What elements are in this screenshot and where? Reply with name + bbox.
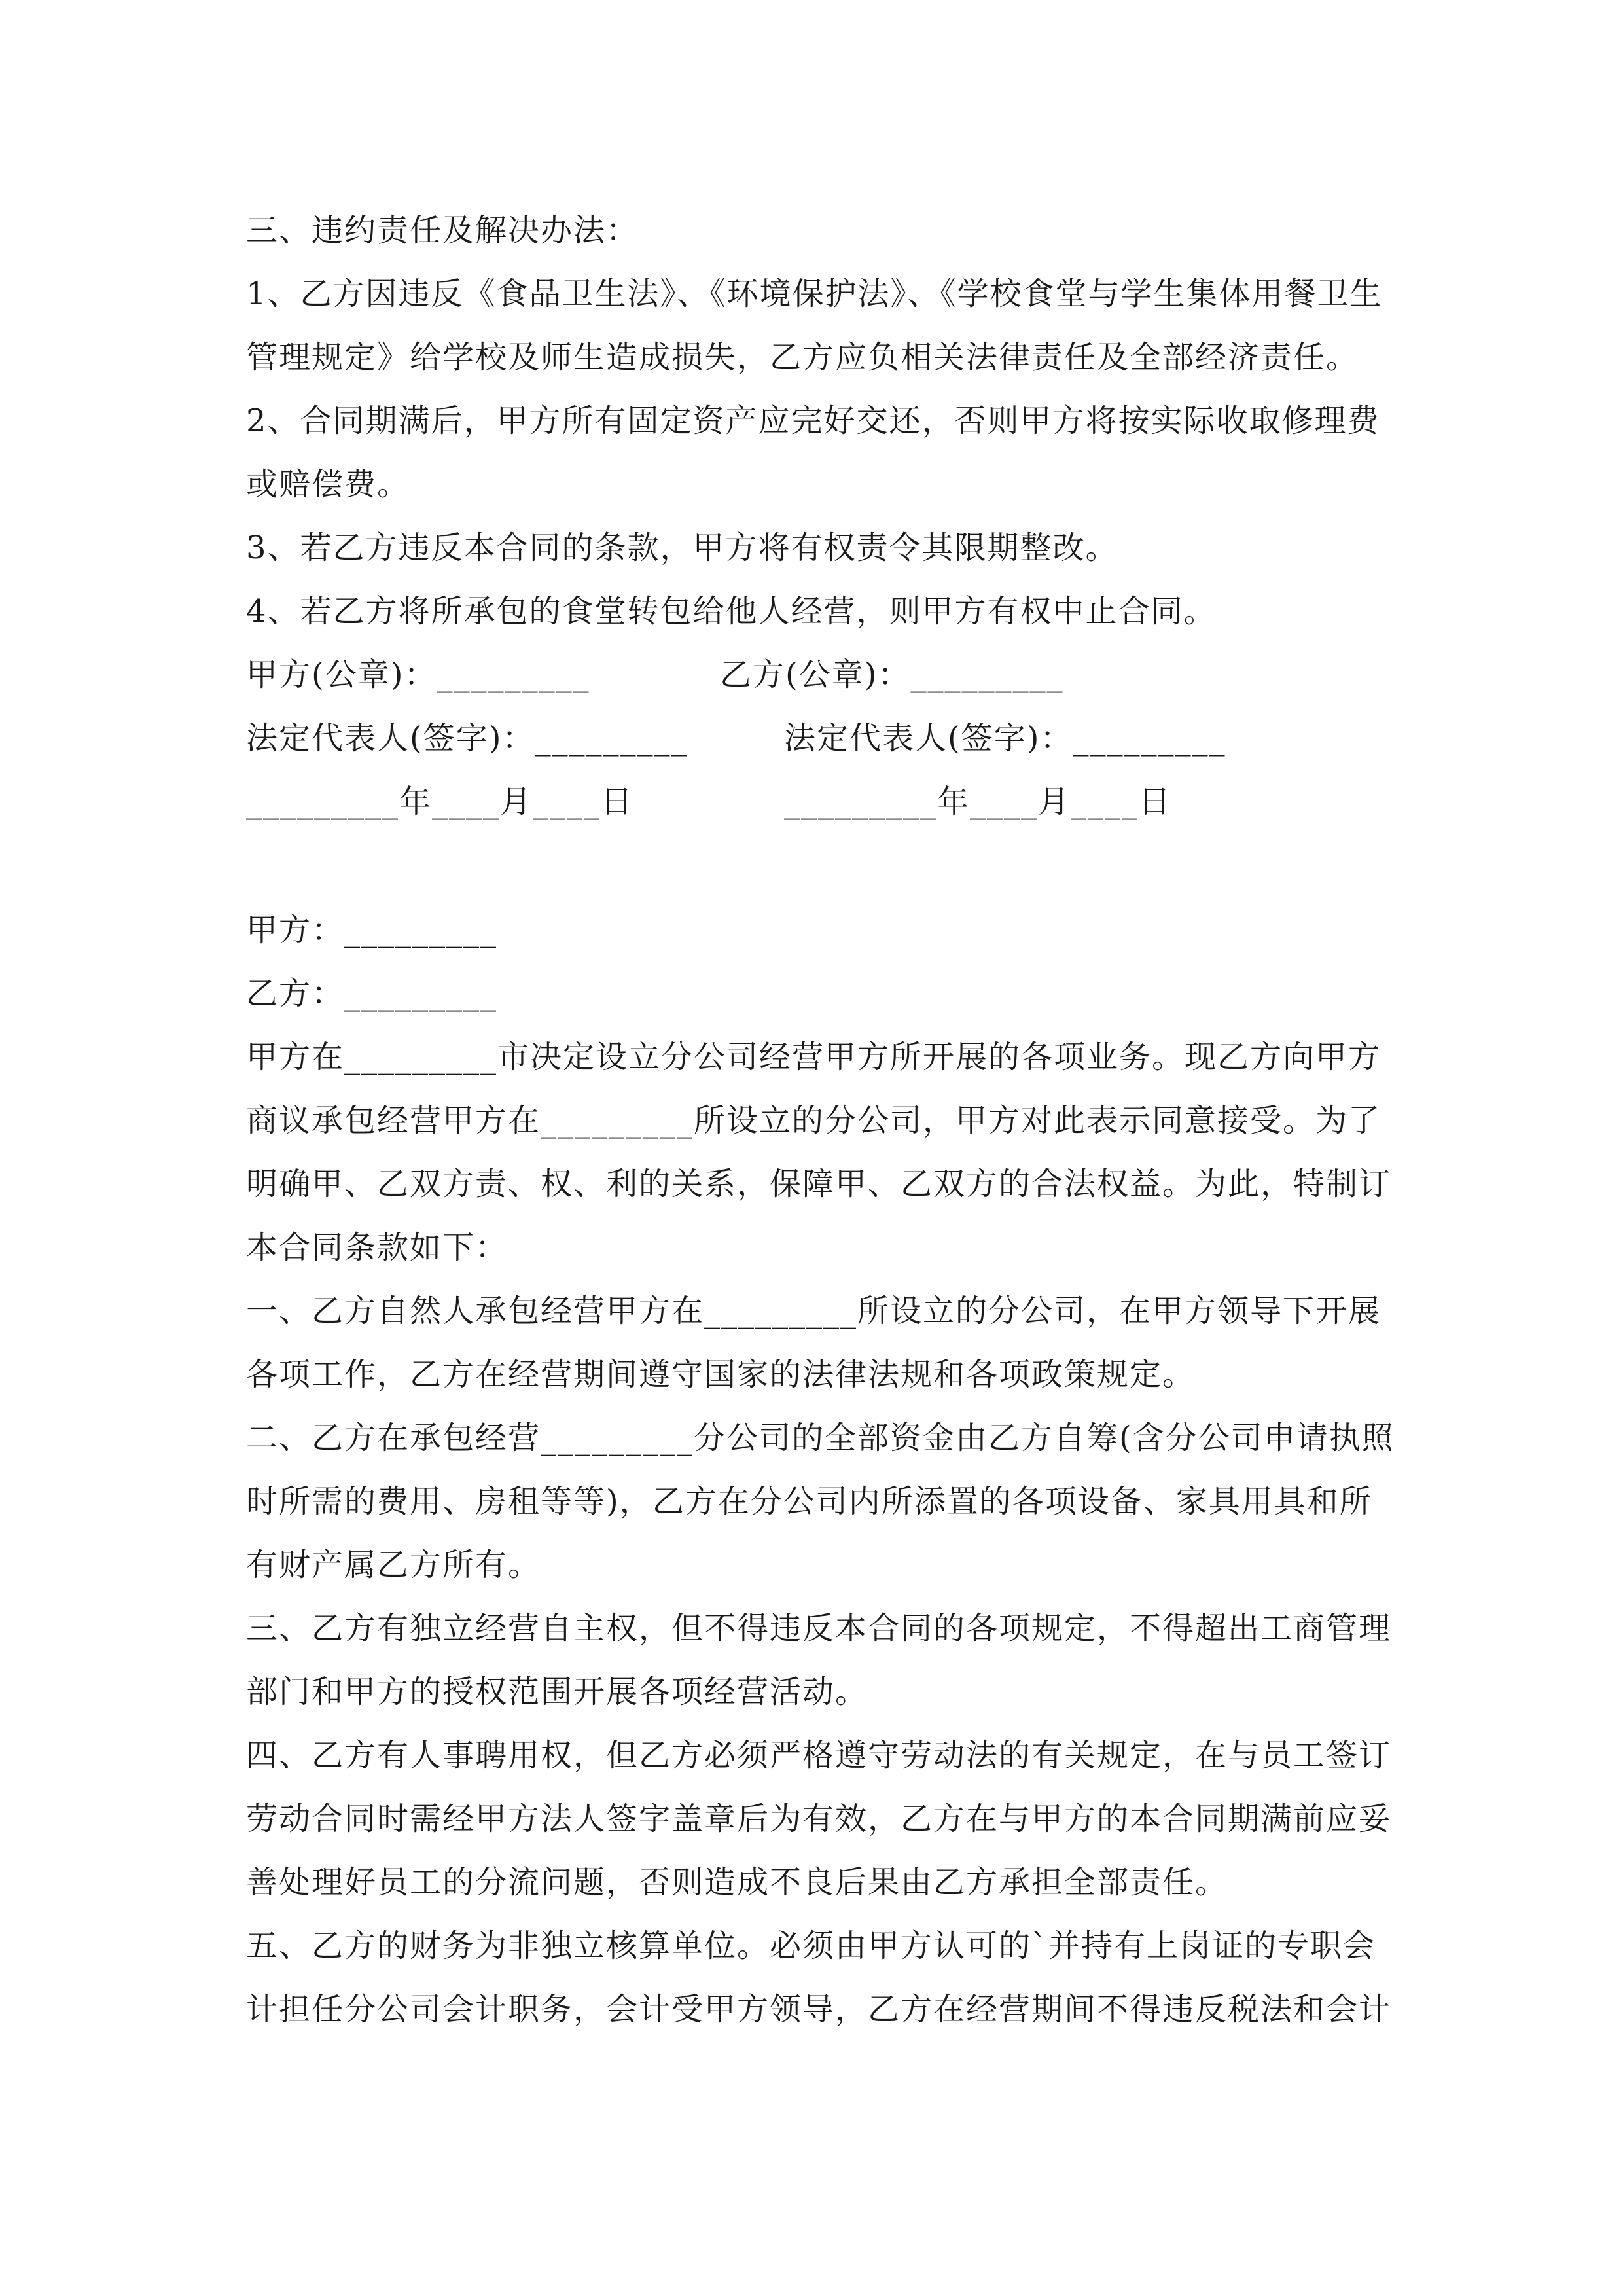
article-1-line-1: 一、乙方自然人承包经营甲方在_________所设立的分公司，在甲方领导下开展 — [246, 1293, 1382, 1329]
clause-2-line-2: 或赔偿费。 — [246, 466, 410, 503]
article-3-line-1: 三、乙方有独立经营自主权，但不得违反本合同的各项规定，不得超出工商管理 — [246, 1610, 1392, 1647]
clause-4: 4、若乙方将所承包的食堂转包给他人经营，则甲方有权中止合同。 — [246, 593, 1217, 630]
article-4-line-2: 劳动合同时需经甲方法人签字盖章后为有效，乙方在与甲方的本合同期满前应妥 — [246, 1801, 1392, 1837]
article-2-line-3: 有财产属乙方所有。 — [246, 1547, 541, 1583]
preamble-line-4: 本合同条款如下： — [246, 1229, 508, 1266]
article-1-line-2: 各项工作，乙方在经营期间遵守国家的法律法规和各项政策规定。 — [246, 1356, 1196, 1393]
clause-1-line-2: 管理规定》给学校及师生造成损失，乙方应负相关法律责任及全部经济责任。 — [246, 339, 1359, 376]
party-a-date-field: _________年____月____日 — [246, 783, 634, 820]
article-2-line-2: 时所需的费用、房租等等)，乙方在分公司内所添置的各项设备、家具用具和所 — [246, 1483, 1372, 1520]
article-4-line-3: 善处理好员工的分流问题，否则造成不良后果由乙方承担全部责任。 — [246, 1864, 1228, 1901]
article-5-line-1: 五、乙方的财务为非独立核算单位。必须由甲方认可的`并持有上岗证的专职会 — [246, 1928, 1376, 1964]
preamble-line-3: 明确甲、乙双方责、权、利的关系，保障甲、乙双方的合法权益。为此，特制订 — [246, 1166, 1392, 1202]
party-a-name-field: 甲方：_________ — [246, 912, 498, 948]
party-b-name-field: 乙方：_________ — [246, 975, 498, 1012]
article-5-line-2: 计担任分公司会计职务，会计受甲方领导，乙方在经营期间不得违反税法和会计 — [246, 1991, 1392, 2028]
preamble-line-2: 商议承包经营甲方在_________所设立的分公司，甲方对此表示同意接受。为了 — [246, 1102, 1382, 1139]
clause-1-line-1: 1、乙方因违反《食品卫生法》、《环境保护法》、《学校食堂与学生集体用餐卫生 — [246, 276, 1383, 312]
preamble-line-1: 甲方在_________市决定设立分公司经营甲方所开展的各项业务。现乙方向甲方 — [246, 1039, 1382, 1075]
party-b-seal-field: 乙方(公章)：_________ — [720, 656, 1064, 693]
party-a-representative-field: 法定代表人(签字)：_________ — [246, 720, 688, 757]
article-4-line-1: 四、乙方有人事聘用权，但乙方必须严格遵守劳动法的有关规定，在与员工签订 — [246, 1737, 1392, 1774]
article-2-line-1: 二、乙方在承包经营_________分公司的全部资金由乙方自筹(含分公司申请执照 — [246, 1420, 1395, 1456]
party-b-date-field: _________年____月____日 — [784, 783, 1172, 820]
section-heading-breach: 三、违约责任及解决办法： — [246, 212, 639, 249]
party-b-representative-field: 法定代表人(签字)：_________ — [784, 720, 1226, 757]
party-a-seal-field: 甲方(公章)：_________ — [246, 656, 590, 693]
article-3-line-2: 部门和甲方的授权范围开展各项经营活动。 — [246, 1674, 868, 1710]
clause-2-line-1: 2、合同期满后，甲方所有固定资产应完好交还，否则甲方将按实际收取修理费 — [246, 403, 1380, 439]
clause-3: 3、若乙方违反本合同的条款，甲方将有权责令其限期整改。 — [246, 529, 1118, 566]
